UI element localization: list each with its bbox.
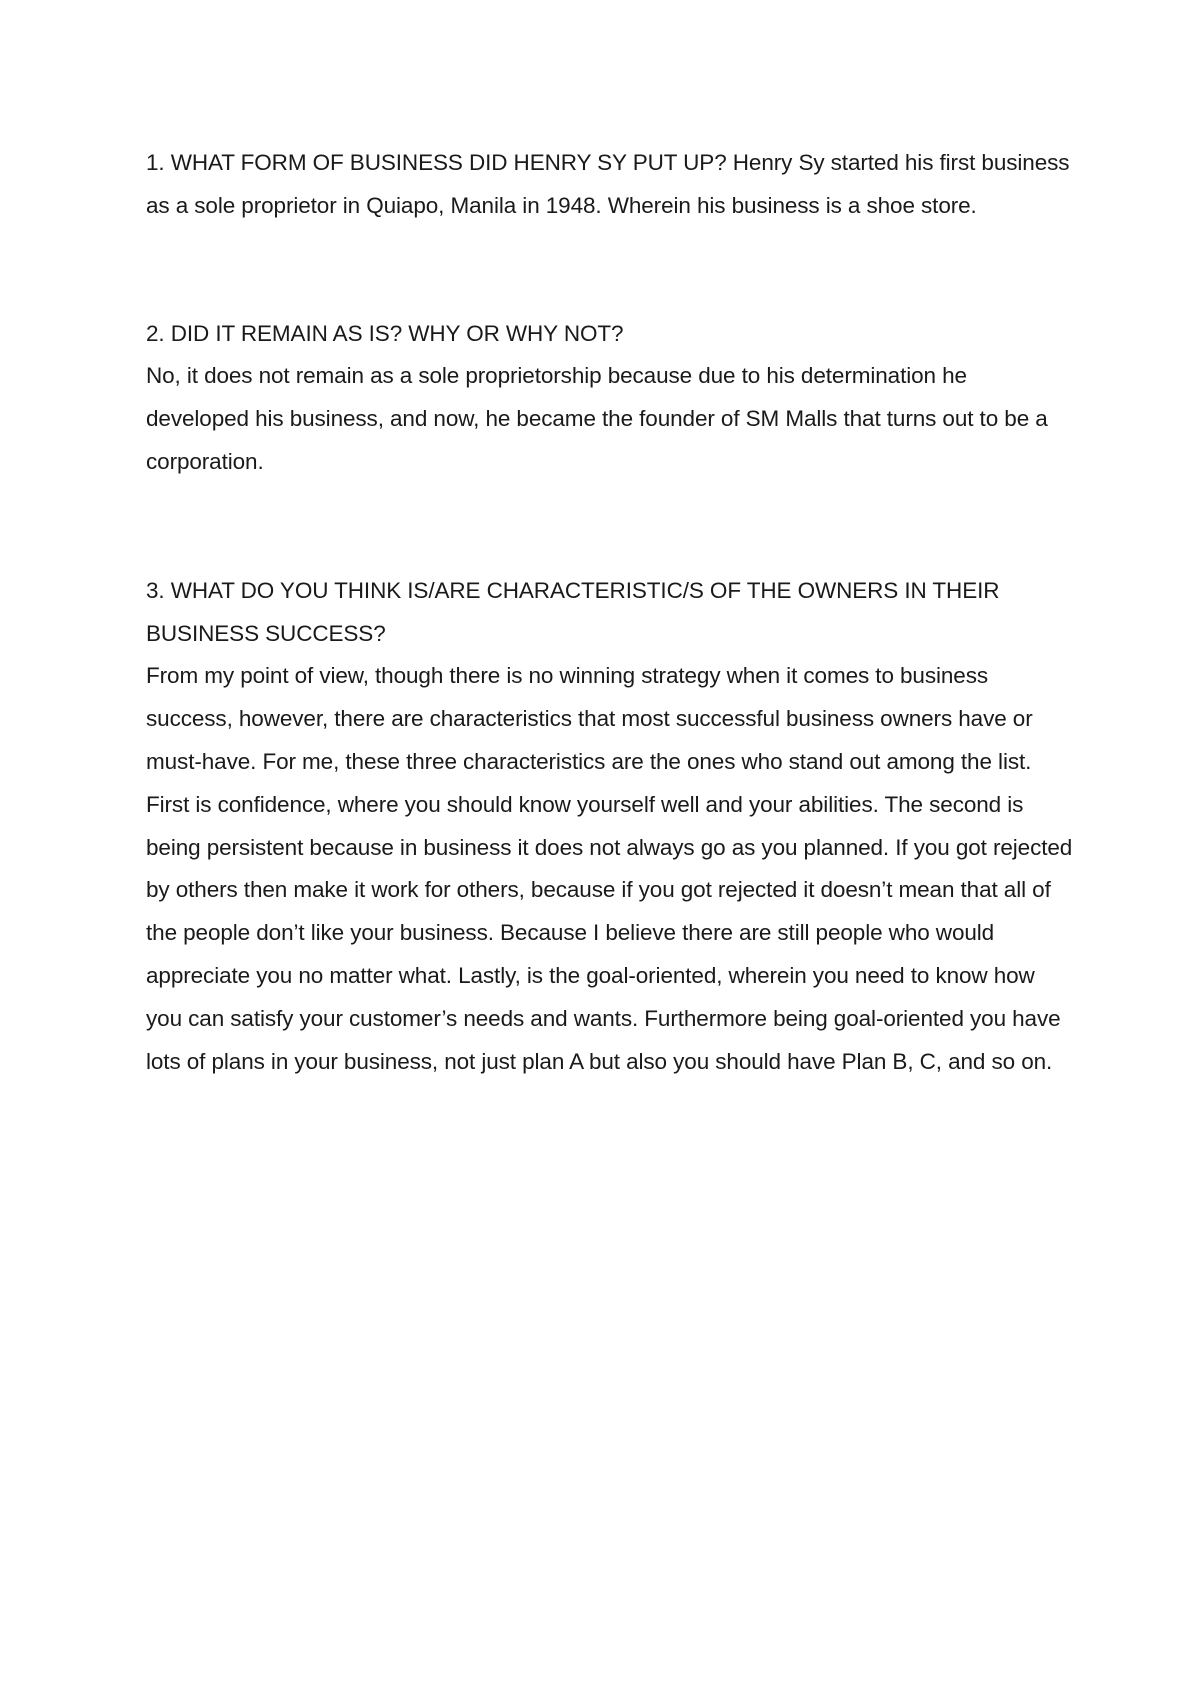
qa-section-1: [146, 142, 1076, 228]
section-spacer: [146, 484, 1076, 570]
section-2-answer: No, it does not remain as a sole proprietorship because due to his determination he developed his business, and now, he became the founder of SM Malls that turns out to be a corporation.: [146, 363, 1048, 474]
qa-section-3: [146, 570, 1076, 1084]
section-3-question: 3. WHAT DO YOU THINK IS/ARE CHARACTERISTIC/S OF THE OWNERS IN THEIR BUSINESS SUCCESS?: [146, 577, 1000, 646]
section-spacer: [146, 228, 1076, 313]
document-body: [146, 142, 1076, 1083]
section-1-answer: Henry Sy started his first business as a sole proprietor in Quiapo, Manila in 1948. Wherein his business is a shoe store.: [146, 150, 1070, 218]
section-2-question: 2. DID IT REMAIN AS IS? WHY OR WHY NOT?: [146, 320, 624, 346]
section-1-paragraph: [146, 142, 1076, 228]
qa-section-2: [146, 313, 1076, 484]
section-1-question: 1. WHAT FORM OF BUSINESS DID HENRY SY PUT UP?: [146, 150, 727, 175]
section-3-answer: From my point of view, though there is no winning strategy when it comes to business success, however, there are characteristics that most successful business owners have or must-have. For me, these three characteristics are the ones who stand out among the list. First is confidence, where you should know yourself well and your abilities. The second is being persistent because in business it does not always go as you planned. If you got rejected by others then make it work for others, because if you got rejected it doesn’t mean that all of the people don’t like your business. Because I believe there are still people who would appreciate you no matter what. Lastly, is the goal-oriented, wherein you need to know how you can satisfy your customer’s needs and wants. Furthermore being goal-oriented you have lots of plans in your business, not just plan A but also you should have Plan B, C, and so on.: [146, 663, 1073, 1074]
